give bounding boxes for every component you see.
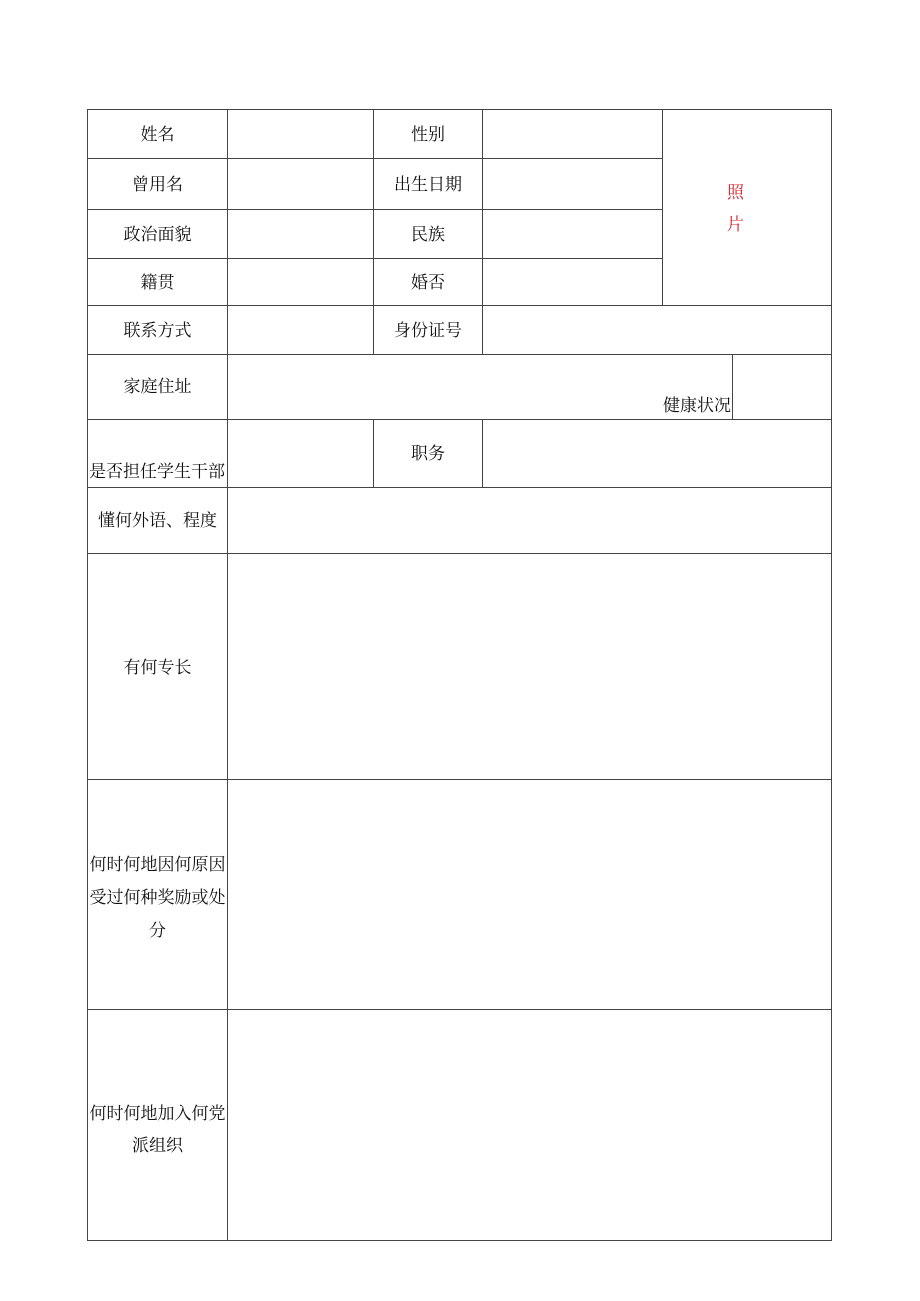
home-address-label: 家庭住址 — [123, 377, 192, 397]
health-field[interactable] — [732, 354, 832, 420]
birth-date-label-cell — [373, 158, 483, 210]
name-field[interactable] — [227, 109, 374, 159]
awards-label-line-2: 受过何种奖励或处 — [89, 888, 226, 908]
birth-date-label: 出生日期 — [394, 175, 462, 195]
awards-label-line-1: 何时何地因何原因 — [89, 855, 226, 875]
ethnicity-label: 民族 — [411, 225, 445, 245]
name-label: 姓名 — [140, 125, 175, 145]
marital-status-label-cell — [373, 258, 483, 306]
marital-status-field[interactable] — [482, 258, 663, 306]
awards-label-cell — [87, 779, 228, 1010]
photo-box — [662, 109, 832, 306]
foreign-language-field[interactable] — [227, 487, 832, 554]
former-name-label: 曾用名 — [132, 175, 183, 195]
gender-label-cell — [373, 109, 483, 159]
native-place-field[interactable] — [227, 258, 374, 306]
contact-label: 联系方式 — [123, 321, 192, 341]
awards-label-line-3: 分 — [149, 921, 166, 941]
specialty-label: 有何专长 — [123, 658, 192, 678]
native-place-label-cell — [87, 258, 228, 306]
student-cadre-label-cell — [87, 419, 228, 488]
specialty-label-cell — [87, 553, 228, 780]
home-address-field[interactable] — [227, 354, 733, 420]
student-cadre-field[interactable] — [227, 419, 374, 488]
awards-field[interactable] — [227, 779, 832, 1010]
contact-label-cell — [87, 305, 228, 355]
foreign-language-label: 懂何外语、程度 — [98, 511, 217, 531]
position-label: 职务 — [411, 444, 445, 464]
native-place-label: 籍贯 — [140, 273, 175, 293]
health-label: 健康状况 — [663, 396, 731, 416]
foreign-language-label-cell — [87, 487, 228, 554]
party-label-line-1: 何时何地加入何党 — [89, 1104, 226, 1124]
contact-field[interactable] — [227, 305, 374, 355]
home-address-label-cell — [87, 354, 228, 420]
political-status-label: 政治面貌 — [123, 225, 192, 245]
former-name-label-cell — [87, 158, 228, 210]
name-label-cell — [87, 109, 228, 159]
party-label-line-2: 派组织 — [132, 1136, 183, 1156]
position-field[interactable] — [482, 419, 832, 488]
ethnicity-label-cell — [373, 209, 483, 259]
id-number-field[interactable] — [482, 305, 832, 355]
birth-date-field[interactable] — [482, 158, 663, 210]
ethnicity-field[interactable] — [482, 209, 663, 259]
id-number-label-cell — [373, 305, 483, 355]
party-label-cell — [87, 1009, 228, 1241]
id-number-label: 身份证号 — [394, 321, 462, 341]
photo-label-line-1: 照 — [727, 183, 744, 203]
specialty-field[interactable] — [227, 553, 832, 780]
marital-status-label: 婚否 — [411, 273, 445, 293]
political-status-label-cell — [87, 209, 228, 259]
student-cadre-label: 是否担任学生干部 — [89, 462, 225, 482]
political-status-field[interactable] — [227, 209, 374, 259]
gender-field[interactable] — [482, 109, 663, 159]
position-label-cell — [373, 419, 483, 488]
photo-label-line-2: 片 — [727, 215, 744, 235]
party-field[interactable] — [227, 1009, 832, 1241]
former-name-field[interactable] — [227, 158, 374, 210]
gender-label: 性别 — [411, 125, 445, 145]
